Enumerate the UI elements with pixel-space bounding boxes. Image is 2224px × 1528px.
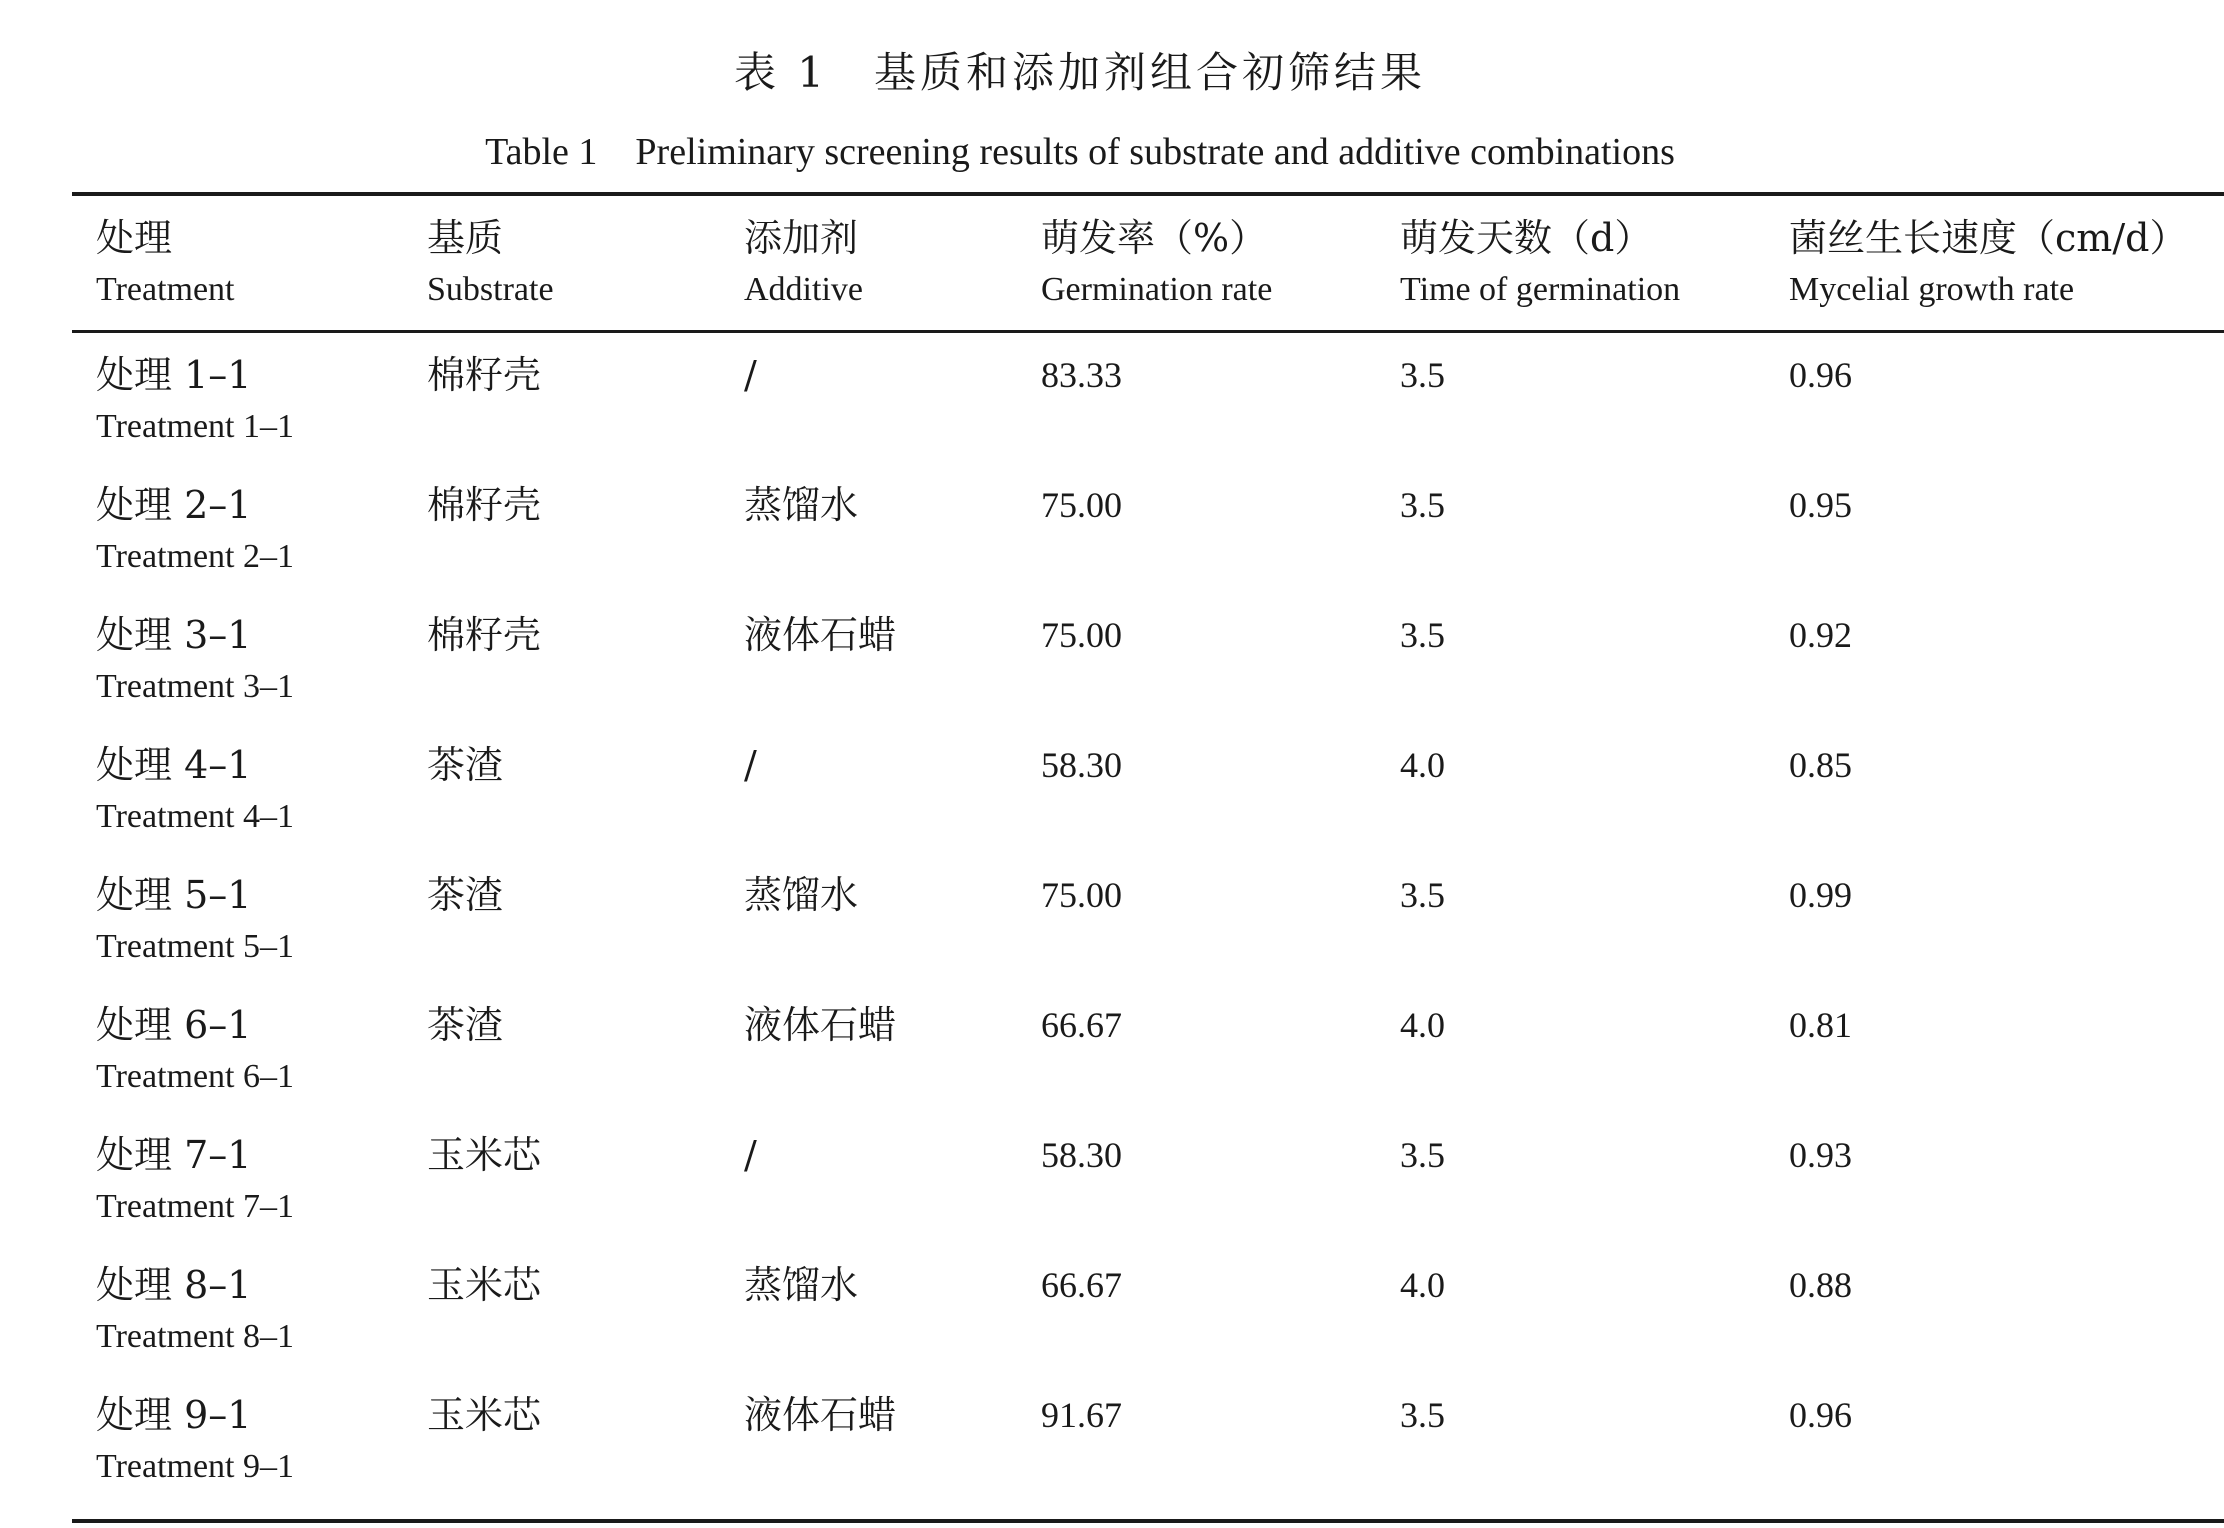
germination-time-value: 3.5 [1400,355,1445,395]
substrate-value: 玉米芯 [427,1263,542,1307]
cell-germination-time [1376,479,1765,609]
treatment-label-en: Treatment 3–1 [96,668,295,705]
cell-growth-rate [1765,1129,2224,1259]
germination-time-value: 3.5 [1400,1395,1445,1435]
cell-germination-time [1376,609,1765,739]
cell-growth-rate [1765,332,2224,480]
germination-rate-value: 91.67 [1041,1395,1122,1435]
additive-value: 蒸馏水 [744,1263,859,1307]
header-treatment [72,194,403,332]
growth-rate-value: 0.88 [1789,1265,1852,1305]
cell-germination-rate [1017,1129,1376,1259]
substrate-value: 茶渣 [427,1003,504,1047]
treatment-label-zh: 处理 7–1 [96,1133,252,1177]
header-substrate [403,194,720,332]
cell-additive [720,1129,1017,1259]
cell-growth-rate [1765,869,2224,999]
treatment-label-en: Treatment 9–1 [96,1448,295,1485]
cell-germination-rate [1017,479,1376,609]
cell-treatment [72,869,403,999]
results-table [72,192,2224,1523]
germination-rate-value: 75.00 [1041,485,1122,525]
header-germination-rate-en: Germination rate [1041,271,1273,308]
table-caption-chinese: 表 1 基质和添加剂组合初筛结果 [733,48,1427,97]
cell-germination-time [1376,869,1765,999]
germination-rate-value: 75.00 [1041,615,1122,655]
cell-germination-rate [1017,609,1376,739]
header-germination-time [1376,194,1765,332]
cell-growth-rate [1765,1259,2224,1389]
header-substrate-en: Substrate [427,271,554,308]
treatment-label-zh: 处理 3–1 [96,613,252,657]
growth-rate-value: 0.99 [1789,875,1852,915]
germination-rate-value: 75.00 [1041,875,1122,915]
table-row [72,1129,2224,1259]
germination-time-value: 4.0 [1400,745,1445,785]
cell-treatment [72,1259,403,1389]
germination-rate-value: 83.33 [1041,355,1122,395]
substrate-value: 棉籽壳 [427,613,542,657]
growth-rate-value: 0.85 [1789,745,1852,785]
header-growth-rate [1765,194,2224,332]
additive-value: / [744,1133,757,1177]
germination-rate-value: 58.30 [1041,745,1122,785]
cell-substrate [403,1259,720,1389]
cell-treatment [72,479,403,609]
growth-rate-value: 0.96 [1789,355,1852,395]
treatment-label-zh: 处理 8–1 [96,1263,252,1307]
cell-growth-rate [1765,479,2224,609]
germination-time-value: 3.5 [1400,875,1445,915]
header-row [72,194,2224,332]
table-caption-english: Table 1 Preliminary screening results of substrate and additive combinations [485,131,1675,173]
cell-substrate [403,609,720,739]
table-body [72,332,2224,1522]
cell-treatment [72,332,403,480]
cell-substrate [403,1389,720,1521]
cell-germination-time [1376,1129,1765,1259]
header-growth-rate-en: Mycelial growth rate [1789,271,2075,308]
table-row [72,609,2224,739]
cell-substrate [403,479,720,609]
cell-substrate [403,332,720,480]
germination-rate-value: 66.67 [1041,1265,1122,1305]
additive-value: 液体石蜡 [744,1003,897,1047]
header-additive-zh: 添加剂 [744,216,859,260]
growth-rate-value: 0.92 [1789,615,1852,655]
cell-treatment [72,609,403,739]
cell-additive [720,332,1017,480]
germination-time-value: 4.0 [1400,1005,1445,1045]
table-row [72,739,2224,869]
germination-time-value: 4.0 [1400,1265,1445,1305]
header-germination-rate [1017,194,1376,332]
substrate-value: 茶渣 [427,743,504,787]
header-germination-rate-zh: 萌发率（%） [1041,216,1268,260]
table-header [72,194,2224,332]
additive-value: 液体石蜡 [744,613,897,657]
cell-substrate [403,869,720,999]
substrate-value: 玉米芯 [427,1133,542,1177]
growth-rate-value: 0.81 [1789,1005,1852,1045]
treatment-label-en: Treatment 8–1 [96,1318,295,1355]
germination-rate-value: 58.30 [1041,1135,1122,1175]
header-treatment-en: Treatment [96,271,235,308]
table-row [72,479,2224,609]
cell-germination-rate [1017,1259,1376,1389]
growth-rate-value: 0.95 [1789,485,1852,525]
table-row [72,1389,2224,1521]
additive-value: 蒸馏水 [744,873,859,917]
cell-growth-rate [1765,999,2224,1129]
growth-rate-value: 0.96 [1789,1395,1852,1435]
substrate-value: 玉米芯 [427,1393,542,1437]
table-row [72,999,2224,1129]
germination-time-value: 3.5 [1400,615,1445,655]
cell-treatment [72,999,403,1129]
germination-time-value: 3.5 [1400,485,1445,525]
cell-germination-time [1376,1259,1765,1389]
cell-additive [720,739,1017,869]
growth-rate-value: 0.93 [1789,1135,1852,1175]
cell-germination-rate [1017,1389,1376,1521]
additive-value: 液体石蜡 [744,1393,897,1437]
cell-germination-rate [1017,999,1376,1129]
cell-substrate [403,1129,720,1259]
cell-germination-rate [1017,869,1376,999]
treatment-label-zh: 处理 6–1 [96,1003,252,1047]
germination-time-value: 3.5 [1400,1135,1445,1175]
substrate-value: 棉籽壳 [427,353,542,397]
treatment-label-zh: 处理 9–1 [96,1393,252,1437]
cell-additive [720,1389,1017,1521]
table-row [72,332,2224,480]
treatment-label-en: Treatment 4–1 [96,798,295,835]
substrate-value: 棉籽壳 [427,483,542,527]
cell-germination-time [1376,999,1765,1129]
germination-rate-value: 66.67 [1041,1005,1122,1045]
header-germination-time-zh: 萌发天数（d） [1400,216,1653,260]
header-substrate-zh: 基质 [427,216,504,260]
cell-germination-rate [1017,739,1376,869]
treatment-label-zh: 处理 2–1 [96,483,252,527]
cell-additive [720,479,1017,609]
treatment-label-zh: 处理 4–1 [96,743,252,787]
additive-value: 蒸馏水 [744,483,859,527]
header-additive [720,194,1017,332]
substrate-value: 茶渣 [427,873,504,917]
additive-value: / [744,743,757,787]
table-row [72,869,2224,999]
cell-treatment [72,1129,403,1259]
treatment-label-en: Treatment 2–1 [96,538,295,575]
treatment-label-en: Treatment 6–1 [96,1058,295,1095]
treatment-label-en: Treatment 5–1 [96,928,295,965]
cell-additive [720,1259,1017,1389]
cell-additive [720,869,1017,999]
header-growth-rate-zh: 菌丝生长速度（cm/d） [1789,216,2188,260]
cell-additive [720,999,1017,1129]
cell-germination-time [1376,1389,1765,1521]
treatment-label-zh: 处理 1–1 [96,353,252,397]
cell-substrate [403,739,720,869]
header-treatment-zh: 处理 [96,216,173,260]
cell-additive [720,609,1017,739]
table-row [72,1259,2224,1389]
cell-growth-rate [1765,739,2224,869]
header-germination-time-en: Time of germination [1400,271,1681,308]
treatment-label-en: Treatment 7–1 [96,1188,295,1225]
cell-germination-time [1376,739,1765,869]
cell-germination-rate [1017,332,1376,480]
cell-treatment [72,739,403,869]
treatment-label-zh: 处理 5–1 [96,873,252,917]
cell-growth-rate [1765,1389,2224,1521]
additive-value: / [744,353,757,397]
cell-substrate [403,999,720,1129]
treatment-label-en: Treatment 1–1 [96,408,295,445]
cell-germination-time [1376,332,1765,480]
header-additive-en: Additive [744,271,863,308]
cell-treatment [72,1389,403,1521]
cell-growth-rate [1765,609,2224,739]
